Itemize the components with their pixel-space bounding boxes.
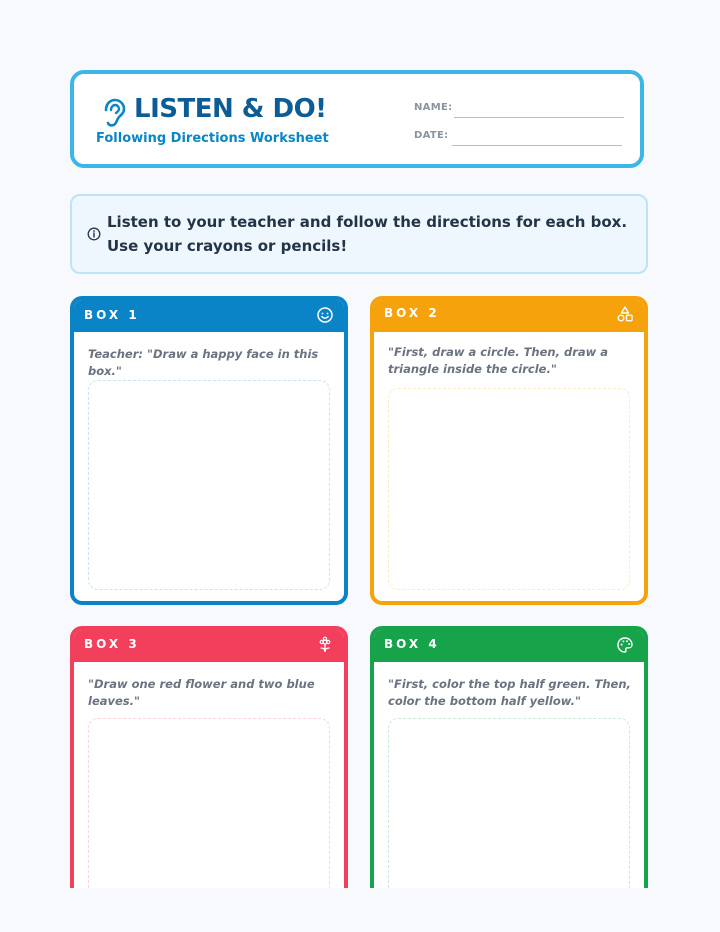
box-header bbox=[374, 630, 644, 662]
drawing-area[interactable] bbox=[388, 718, 630, 888]
date-label: DATE: bbox=[414, 130, 449, 141]
box-title: BOX 2 bbox=[384, 306, 440, 320]
ear-icon bbox=[100, 98, 126, 128]
box-header bbox=[74, 300, 344, 332]
box-direction: "Draw one red flower and two blue leaves." bbox=[88, 677, 315, 708]
name-line[interactable] bbox=[454, 117, 624, 118]
info-icon bbox=[87, 227, 101, 241]
flower-icon bbox=[316, 636, 334, 654]
box-direction: Teacher: "Draw a happy face in this box." bbox=[88, 347, 319, 378]
drawing-area[interactable] bbox=[388, 388, 630, 590]
drawing-area[interactable] bbox=[88, 380, 330, 590]
box-title: BOX 4 bbox=[384, 637, 440, 651]
activity-box-4 bbox=[370, 626, 648, 888]
shapes-icon bbox=[616, 305, 634, 323]
name-label: NAME: bbox=[414, 102, 453, 113]
worksheet-header bbox=[70, 70, 644, 168]
box-title: BOX 1 bbox=[84, 308, 140, 322]
box-direction: "First, color the top half green. Then, color the bottom half yellow." bbox=[388, 677, 631, 708]
instructions-banner bbox=[70, 194, 648, 274]
palette-icon bbox=[616, 636, 634, 654]
date-line[interactable] bbox=[452, 145, 622, 146]
activity-box-2 bbox=[370, 296, 648, 605]
box-title: BOX 3 bbox=[84, 637, 140, 651]
page-title: LISTEN & DO! bbox=[134, 94, 327, 124]
smile-icon bbox=[316, 306, 334, 324]
page-subtitle: Following Directions Worksheet bbox=[96, 131, 329, 146]
activity-box-3 bbox=[70, 626, 348, 888]
instructions-text: Listen to your teacher and follow the directions for each box. Use your crayons or pencils! bbox=[107, 213, 628, 255]
box-header bbox=[74, 630, 344, 662]
drawing-area[interactable] bbox=[88, 718, 330, 888]
box-header bbox=[374, 300, 644, 332]
activity-box-1 bbox=[70, 296, 348, 605]
box-direction: "First, draw a circle. Then, draw a triangle inside the circle." bbox=[388, 345, 609, 376]
